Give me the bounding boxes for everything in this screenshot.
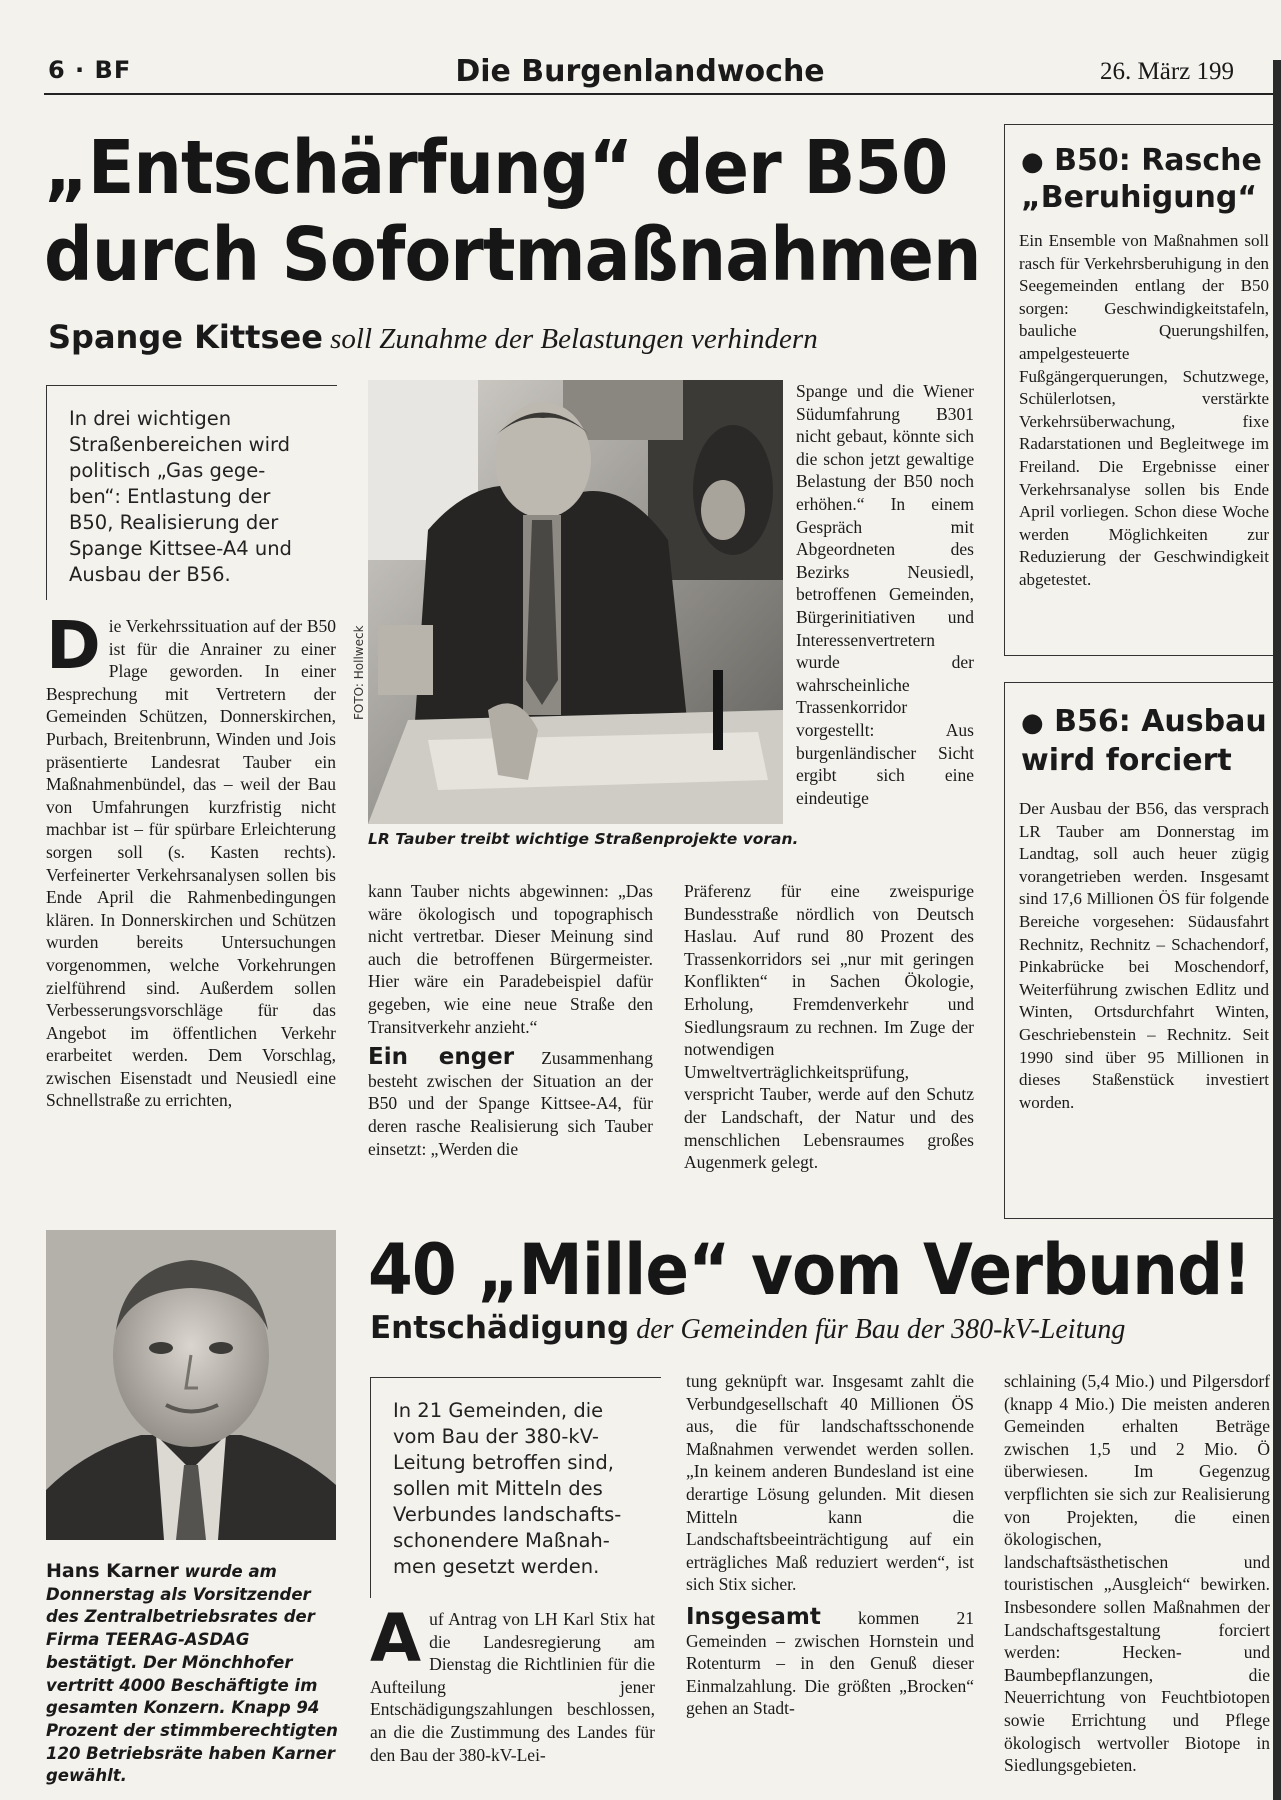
lead-line: men gesetzt werden. — [393, 1555, 600, 1578]
article2-deck — [370, 1310, 1270, 1346]
tauber-photo — [368, 380, 783, 824]
lead-line: vom Bau der 380-kV- — [393, 1425, 599, 1448]
deck-bold: Spange Kittsee — [48, 318, 323, 356]
karner-portrait — [46, 1230, 336, 1540]
article2-lead-box — [370, 1377, 661, 1598]
article2-column1 — [370, 1608, 655, 1793]
article1-lead-box — [46, 385, 337, 600]
article1-lead — [47, 386, 337, 588]
article1-deck — [48, 318, 978, 356]
photo-caption: LR Tauber treibt wichtige Straßenprojekte voran. — [368, 830, 799, 848]
sidebar-b56-title-text1: B56: Ausbau — [1054, 704, 1267, 739]
article2-headline: 40 „Mille“ vom Verbund! — [368, 1229, 1251, 1311]
article1-column1 — [46, 615, 336, 1205]
subhead-insgesamt: Insgesamt — [686, 1603, 821, 1630]
sidebar-b50-title-text1: B50: Rasche — [1054, 143, 1262, 178]
lead-line: Leitung betroffen sind, — [393, 1451, 614, 1474]
lead-line: politisch „Gas gege- — [69, 459, 266, 482]
article1-column2-text: kann Tauber nichts abgewinnen: „Das wäre ökologisch und topographisch nicht vertretbar. Dieser Meinung sind auch die betroffenen Bürgermeister. Hier wäre ein Paradebeispiel dafür gegeben, wie eine neue Straße den Transitverkehr anzieht.“ — [368, 881, 653, 1037]
sidebar-b56-title — [1005, 683, 1273, 780]
headline-line2: durch Sofortmaßnahmen — [44, 212, 981, 298]
article2-deck-bold: Entschädigung — [370, 1310, 630, 1346]
lead-line: Spange Kittsee-A4 und — [69, 537, 292, 560]
portrait-caption — [46, 1560, 338, 1788]
sidebar-b50-box — [1004, 124, 1273, 656]
article1-column1-text: ie Verkehrssituation auf der B50 ist für die Anrainer zu einer Plage geworden. In einer Besprechung mit Vertretern der Gemeinden Schützen, Donnerskirchen, Purbach, Breitenbrunn, Winden und Jois präsentierte Landesrat Tauber ein Maßnahmenbündel, das – weil der Bau von Umfahrungen kurzfristig nicht machbar ist – für spürbare Erleichterung sorgen soll (s. Kasten rechts). Verfeinerter Verkehrsanalysen sollen bis Ende April die Rahmenbedingungen klären. In Donnerskirchen und Schützen wurden bereits Untersuchungen vorgenommen, welche Vorkehrungen zielführend sind. Außerdem sollen Verbesserungsvorschläge für das Angebot im öffentlichen Verkehr erarbeitet werden. Dem Vorschlag, zwischen Eisenstadt und Neusiedl eine Schnellstraße zu errichten, — [46, 616, 336, 1111]
dropcap-a: A — [370, 1608, 422, 1677]
lead-line: ben“: Entlastung der — [69, 485, 271, 508]
headline-line1: „Entschärfung“ der B50 — [44, 125, 948, 211]
lead-line: Verbundes landschafts- — [393, 1503, 622, 1526]
karner-portrait-image — [46, 1230, 336, 1540]
article1-column3-top: Spange und die Wiener Südumfahrung B301 nicht gebaut, könnte sich die schon jetzt gewaltige Belastung der B50 noch erhöhen.“ In einem Gespräch mit Abgeordneten des Bezirks Neusiedl, betroffenen Gemeinden, Bürgerinitiativen und Interessenvertretern wurde der wahrscheinliche Trassenkorridor vorgestellt: Aus burgenländischer Sicht ergibt sich eine eindeutige — [796, 381, 974, 808]
lead-line: In drei wichtigen — [69, 407, 232, 430]
article1-column2 — [368, 880, 653, 1210]
bullet-icon: ● — [1021, 708, 1044, 738]
lead-line: In 21 Gemeinden, die — [393, 1399, 604, 1422]
article2-column1-text: uf Antrag von LH Karl Stix hat die Landesregierung am Dienstag die Richtlinien für die Aufteilung jener Entschädigungszahlungen beschlossen, an die die Zustimmung des Landes für den Bau der 380-kV-Lei- — [370, 1609, 655, 1765]
sidebar-b56-text: Der Ausbau der B56, das versprach LR Tauber am Donnerstag im Landtag, soll auch heuer zügig vorangetrieben werden. Insgesamt sind 17,6 Millionen ÖS für folgende Bereiche vorgesehen: Südausfahrt Rechnitz, Rechnitz – Schachendorf, Pinkabrücke bei Moschendorf, Weiterführung zwischen Edlitz und Winten, Ortsdurchfahrt Winten, Geschriebenstein – Rechnitz. Seit 1990 sind über 95 Millionen in dieses Staßenstück investiert worden. — [1019, 799, 1269, 1112]
article2-column2-para2 — [686, 1603, 974, 1720]
sidebar-b56-title-line1 — [1021, 703, 1273, 742]
sidebar-b50-text: Ein Ensemble von Maßnahmen soll rasch für Verkehrsberuhigung in den Seegemeinden entlang der B50 sorgen: Geschwindigkeitstafeln, bauliche Querungshilfen, ampelgesteuerte Fußgängerquerungen, Schutzwege, Schülerlotsen, verstärkte Verkehrsüberwachung, fixe Radarstationen und Begleitwege im Freiland. Die Ergebnisse einer Verkehrsanalyse sollen bis Ende April vorliegen. Schon diese Woche werden Möglichkeiten zur Reduzierung der Geschwindigkeit abgetestet. — [1019, 231, 1269, 589]
sidebar-b56-box — [1004, 682, 1273, 1219]
article2-lead — [371, 1378, 661, 1580]
article2-column3: schlaining (5,4 Mio.) und Pilgersdorf (knapp 4 Mio.) Die meisten anderen Gemeinden erhalten Beträge zwischen 1,5 und 2 Mio. Ö überwiesen. Im Gegenzug verpflichten sie sich zur Realisierung von Projekten, die einen ökologischen, landschaftsästhetischen und touristischen „Ausgleich“ bewirken. Insbesondere sollen Maßnahmen der Landschaftsgestaltung forciert werden: Hecken- und Baumbepflanzungen, die Neuerrichtung von Feuchtbiotopen sowie Errichtung und Pflege ökologisch wertvoller Biotope in Siedlungsgebieten. — [1004, 1371, 1270, 1776]
lead-line: schonendere Maßnah- — [393, 1529, 610, 1552]
article2-deck-italic: der Gemeinden für Bau der 380-kV-Leitung — [629, 1314, 1126, 1345]
subhead-ein-enger: Ein enger — [368, 1044, 515, 1071]
lead-line: B50, Realisierung der — [69, 511, 279, 534]
bullet-icon: ● — [1021, 147, 1044, 177]
page-number: 6 · BF — [48, 56, 132, 84]
deck-italic: soll Zunahme der Belastungen verhindern — [322, 323, 818, 355]
portrait-caption-name: Hans Karner — [46, 1560, 179, 1582]
portrait-caption-text: wurde am Donnerstag als Vorsitzender des Zentralbetriebsrates der Firma TEERAG-ASDAG bestätigt. Der Mönchhofer vertritt 4000 Beschäftigte im gesamten Konzern. Knapp 94 Prozent der stimmberechtigten 120 Betriebsräte haben Karner gewählt. — [46, 1562, 338, 1786]
sidebar-b50-title-line1 — [1021, 143, 1273, 180]
sidebar-b50-title-text2: „Beruhigung“ — [1021, 180, 1258, 215]
issue-date: 26. März 199 — [1100, 58, 1234, 85]
binding-shadow — [1273, 60, 1281, 1800]
sidebar-b56-title-text2: wird forciert — [1021, 743, 1232, 778]
lead-line: sollen mit Mitteln des — [393, 1477, 603, 1500]
masthead-rule — [44, 93, 1281, 95]
lead-line: Straßenbereichen wird — [69, 433, 291, 456]
article1-column2-para2 — [368, 1046, 653, 1160]
article2-column2-text-b: kommen 21 Gemeinden – zwischen Hornstein und Rotenturm – in den Genuß dieser Einmalzahlung. Die größten „Brocken“ gehen an Stadt- — [686, 1607, 974, 1719]
article1-column2-text-b: Zusammenhang besteht zwischen der Situation an der B50 und der Spange Kittsee-A4, für deren rasche Realisierung sich Tauber einsetzt: „Werden die — [368, 1048, 653, 1159]
lead-line: Ausbau der B56. — [69, 563, 231, 586]
newspaper-name: Die Burgenlandwoche — [455, 54, 825, 89]
article2-column2 — [686, 1370, 974, 1795]
tauber-photo-image — [368, 380, 783, 824]
article1-column3-bottom: Präferenz für eine zweispurige Bundesstraße nördlich von Deutsch Haslau. Auf rund 80 Prozent des Trassenkorridors sei „nur mit geringen Konflikten“ in Sachen Ökologie, Erholung, Fremdenverkehr und Siedlungsraum zu rechnen. Im Zuge der notwendigen Umweltverträglichkeitsprüfung, verspricht Tauber, werde auf den Schutz der Landschaft, der Natur und des menschlichen Lebensraumes großes Augenmerk gelegt. — [684, 881, 974, 1173]
sidebar-b50-title — [1005, 125, 1273, 216]
article2-column2-text: tung geknüpft war. Insgesamt zahlt die Verbundgesellschaft 40 Millionen ÖS aus, die für landschaftsschonende Maßnahmen verwendet werden sollen. „In keinem anderen Bundesland ist eine derartige Lösung gelunden. Mit diesen Mitteln kann die Landschaftsbeeinträchtigung auf ein erträgliches Maß reduziert werden“, ist sich Stix sicher. — [686, 1371, 974, 1595]
dropcap-d: D — [46, 615, 101, 684]
photo-credit: FOTO: Hollweck — [352, 625, 366, 720]
